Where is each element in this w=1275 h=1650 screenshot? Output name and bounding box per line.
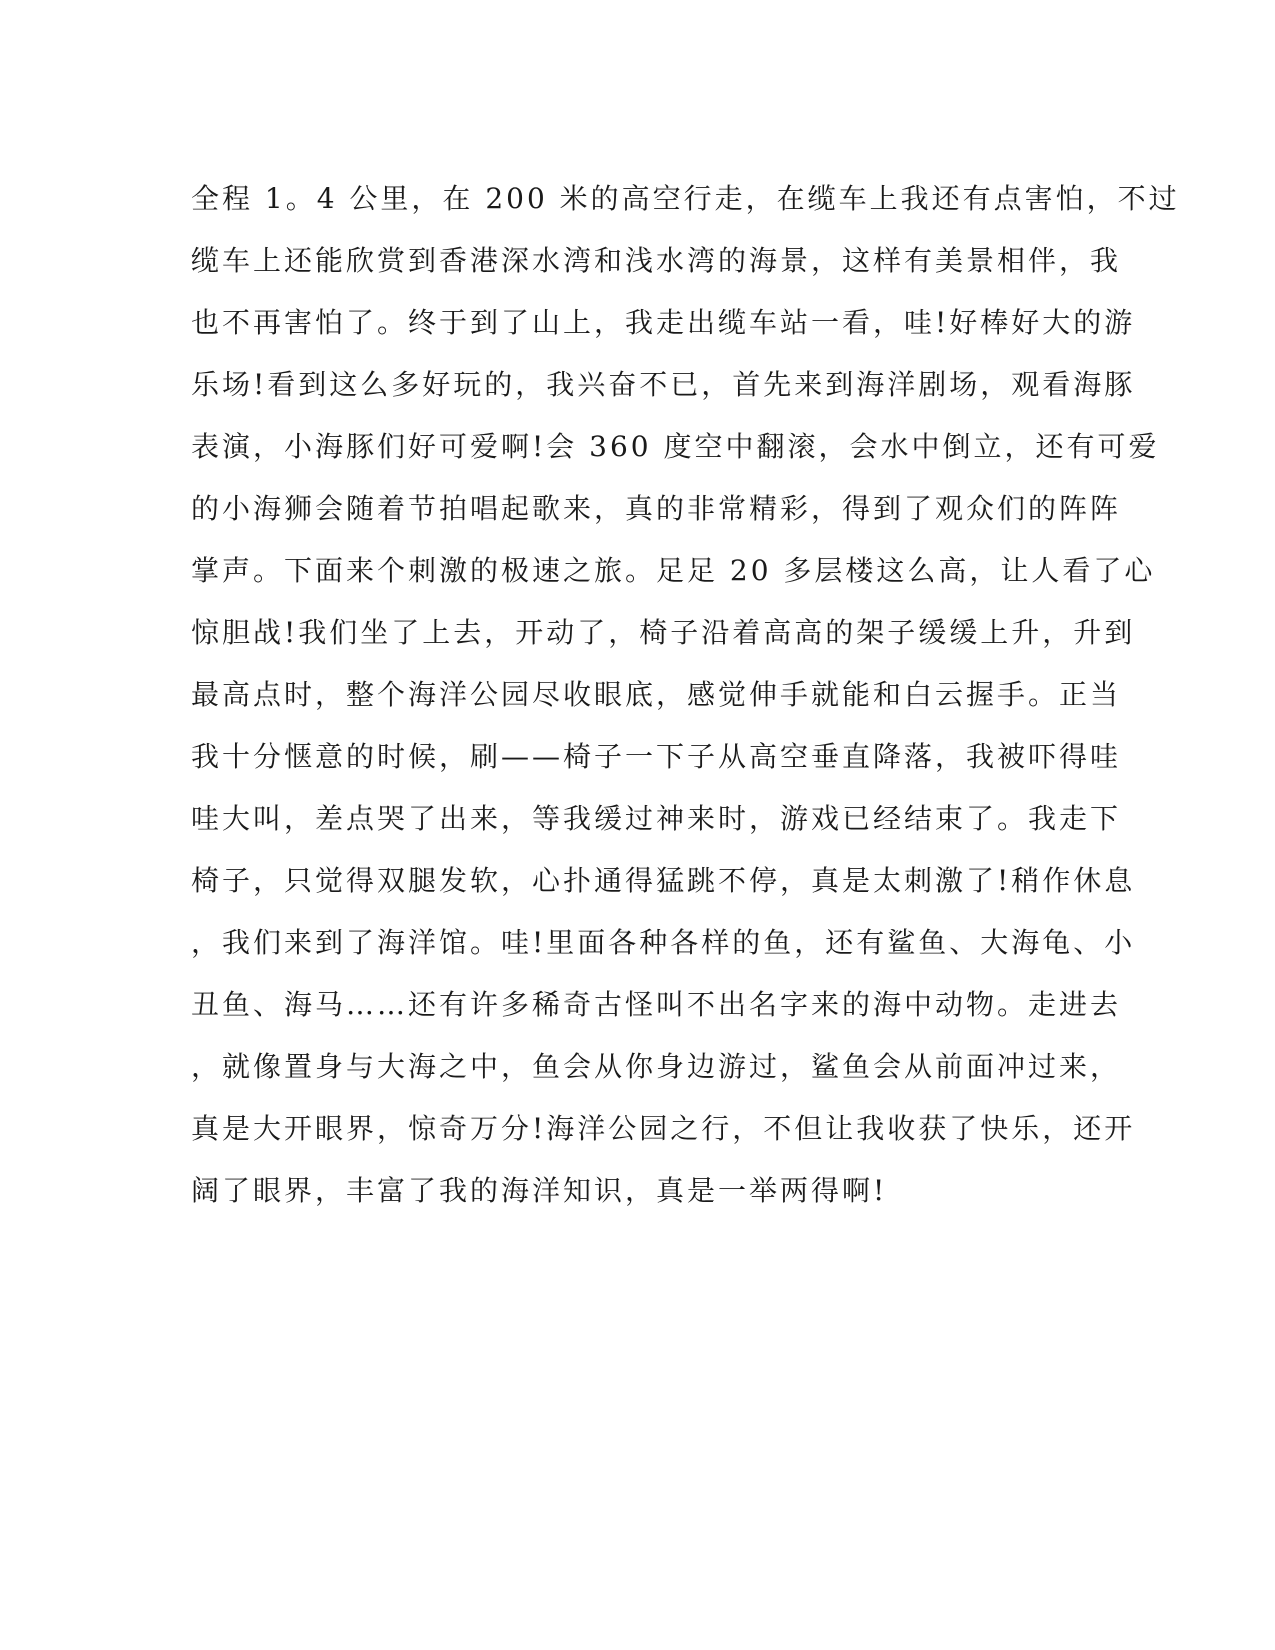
text-line: 乐场!看到这么多好玩的，我兴奋不已，首先来到海洋剧场，观看海豚 [191,368,1136,401]
text-line: 椅子，只觉得双腿发软，心扑通得猛跳不停，真是太刺激了!稍作休息 [191,864,1136,897]
text-line: 全程 1。4 公里，在 200 米的高空行走，在缆车上我还有点害怕，不过 [191,182,1180,215]
text-line: ，我们来到了海洋馆。哇!里面各种各样的鱼，还有鲨鱼、大海龟、小 [191,926,1136,959]
text-line: 惊胆战!我们坐了上去，开动了，椅子沿着高高的架子缓缓上升，升到 [191,616,1136,649]
text-line: ，就像置身与大海之中，鱼会从你身边游过，鲨鱼会从前面冲过来， [191,1050,1122,1083]
text-line: 表演，小海豚们好可爱啊!会 360 度空中翻滚，会水中倒立，还有可爱 [191,430,1160,463]
text-line: 最高点时，整个海洋公园尽收眼底，感觉伸手就能和白云握手。正当 [191,678,1122,711]
text-line: 丑鱼、海马……还有许多稀奇古怪叫不出名字来的海中动物。走进去 [191,988,1122,1021]
text-line: 也不再害怕了。终于到了山上，我走出缆车站一看，哇!好棒好大的游 [191,306,1136,339]
text-line: 哇大叫，差点哭了出来，等我缓过神来时，游戏已经结束了。我走下 [191,802,1122,835]
text-line: 真是大开眼界，惊奇万分!海洋公园之行，不但让我收获了快乐，还开 [191,1112,1136,1145]
body-text [191,168,1180,1222]
text-line: 掌声。下面来个刺激的极速之旅。足足 20 多层楼这么高，让人看了心 [191,554,1156,587]
text-line: 我十分惬意的时候，刷——椅子一下子从高空垂直降落，我被吓得哇 [191,740,1122,773]
text-line: 的小海狮会随着节拍唱起歌来，真的非常精彩，得到了观众们的阵阵 [191,492,1122,525]
text-line: 阔了眼界，丰富了我的海洋知识，真是一举两得啊! [191,1174,888,1207]
text-line: 缆车上还能欣赏到香港深水湾和浅水湾的海景，这样有美景相伴，我 [191,244,1122,277]
